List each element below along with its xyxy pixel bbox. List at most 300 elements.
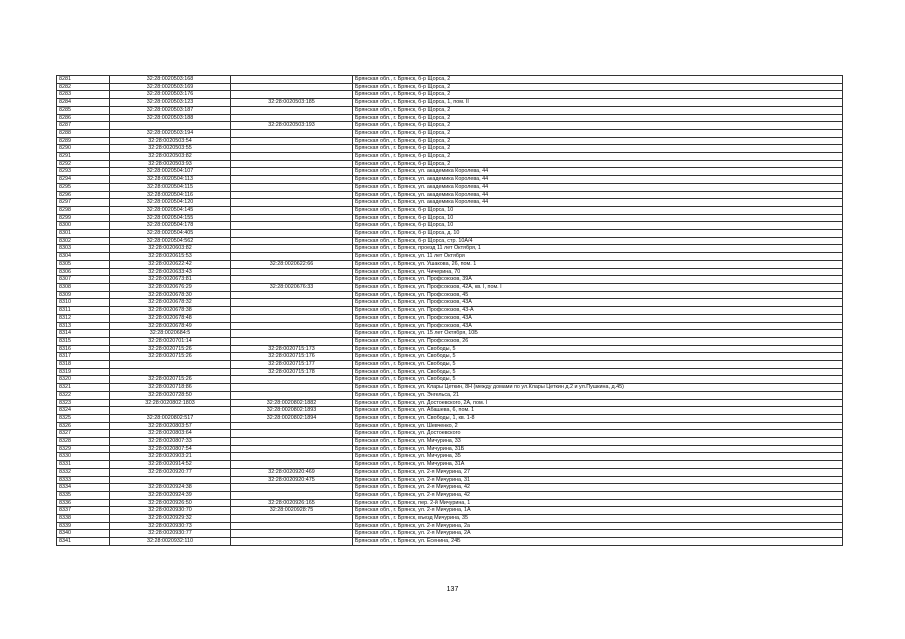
table-row [57,83,843,91]
related-cadastral-number-cell [231,160,353,168]
address-cell: Брянская обл., г. Брянск, ул. Мичурина, 31Б [353,445,843,453]
address-cell: Брянская обл., г. Брянск, ул. 2-я Мичурина, 31 [353,476,843,484]
table-row [57,91,843,99]
cadastral-number-cell: 32:28:0020615:53 [110,253,231,261]
table-row [57,376,843,384]
row-number-cell: 8324 [57,407,110,415]
cadastral-number-cell: 32:28:0020504:405 [110,230,231,238]
cadastral-number-cell: 32:28:0020924:38 [110,484,231,492]
related-cadastral-number-cell: 32:28:0020802:1893 [231,407,353,415]
table-row [57,445,843,453]
related-cadastral-number-cell [231,76,353,84]
address-cell: Брянская обл., г. Брянск, ул. Профсоюзов, 42А, кв. I, пом. I [353,283,843,291]
address-cell: Брянская обл., г. Брянск, ул. 2-я Мичурина, 42 [353,491,843,499]
address-cell: Брянская обл., г. Брянск, б-р Щорса, 2 [353,106,843,114]
cadastral-number-cell: 32:28:0020920:77 [110,468,231,476]
table-row [57,307,843,315]
row-number-cell: 8310 [57,299,110,307]
address-cell: Брянская обл., г. Брянск, ул. академика Королева, 44 [353,191,843,199]
related-cadastral-number-cell [231,538,353,546]
row-number-cell: 8300 [57,222,110,230]
table-row [57,337,843,345]
address-cell: Брянская обл., г. Брянск, ул. академика Королева, 44 [353,176,843,184]
related-cadastral-number-cell [231,314,353,322]
table-row [57,476,843,484]
cadastral-number-cell: 32:28:0020930:70 [110,507,231,515]
related-cadastral-number-cell: 32:28:0020622:66 [231,260,353,268]
cadastral-number-cell: 32:28:0020728:50 [110,391,231,399]
row-number-cell: 8317 [57,353,110,361]
related-cadastral-number-cell [231,230,353,238]
row-number-cell: 8306 [57,268,110,276]
row-number-cell: 8339 [57,522,110,530]
cadastral-number-cell: 32:28:0020504:115 [110,183,231,191]
table-row [57,491,843,499]
related-cadastral-number-cell [231,337,353,345]
row-number-cell: 8322 [57,391,110,399]
cadastral-number-cell: 32:28:0020503:188 [110,114,231,122]
cadastral-number-cell: 32:28:0020803:64 [110,430,231,438]
cadastral-number-cell: 32:28:0020504:113 [110,176,231,184]
cadastral-number-cell: 32:28:0020503:55 [110,145,231,153]
table-row [57,391,843,399]
cadastral-number-cell: 32:28:0020504:145 [110,206,231,214]
row-number-cell: 8319 [57,368,110,376]
table-row [57,291,843,299]
cadastral-number-cell: 32:28:0020802:517 [110,414,231,422]
table-row [57,145,843,153]
table-row [57,237,843,245]
cadastral-number-cell: 32:28:0020684:5 [110,330,231,338]
related-cadastral-number-cell [231,129,353,137]
row-number-cell: 8314 [57,330,110,338]
cadastral-number-cell: 32:28:0020914:52 [110,461,231,469]
address-cell: Брянская обл., г. Брянск, пер. 2-й Мичурина, 1 [353,499,843,507]
related-cadastral-number-cell [231,491,353,499]
row-number-cell: 8289 [57,137,110,145]
row-number-cell: 8316 [57,345,110,353]
cadastral-number-cell: 32:28:0020503:194 [110,129,231,137]
related-cadastral-number-cell [231,422,353,430]
address-cell: Брянская обл., г. Брянск, ул. Свободы, 5 [353,376,843,384]
cadastral-number-cell: 32:28:0020678:48 [110,314,231,322]
row-number-cell: 8295 [57,183,110,191]
cadastral-number-cell [110,361,231,369]
related-cadastral-number-cell [231,83,353,91]
table-row [57,122,843,130]
address-cell: Брянская обл., г. Брянск, ул. 2-я Мичурина, 1А [353,507,843,515]
cadastral-number-cell [110,476,231,484]
address-cell: Брянская обл., г. Брянск, б-р Щорса, 2 [353,153,843,161]
table-row [57,99,843,107]
table-row [57,137,843,145]
cadastral-number-cell [110,122,231,130]
related-cadastral-number-cell [231,137,353,145]
table-row [57,515,843,523]
table-row [57,199,843,207]
related-cadastral-number-cell [231,515,353,523]
address-cell: Брянская обл., г. Брянск, ул. 2-я Мичурина, 27 [353,468,843,476]
address-cell: Брянская обл., г. Брянск, ул. Свободы, 5 [353,353,843,361]
cadastral-number-cell: 32:28:0020676:29 [110,283,231,291]
table-row [57,268,843,276]
related-cadastral-number-cell: 32:28:0020503:185 [231,99,353,107]
related-cadastral-number-cell [231,276,353,284]
related-cadastral-number-cell [231,168,353,176]
table-row [57,160,843,168]
related-cadastral-number-cell [231,445,353,453]
cadastral-number-cell: 32:28:0020930:73 [110,522,231,530]
table-row [57,368,843,376]
related-cadastral-number-cell [231,322,353,330]
cadastral-number-cell: 32:28:0020504:107 [110,168,231,176]
table-row [57,299,843,307]
related-cadastral-number-cell [231,307,353,315]
table-row [57,430,843,438]
row-number-cell: 8341 [57,538,110,546]
address-cell: Брянская обл., г. Брянск, б-р Щорса, 2 [353,91,843,99]
related-cadastral-number-cell [231,237,353,245]
registry-table-body [57,76,843,546]
cadastral-number-cell: 32:28:0020718:86 [110,384,231,392]
related-cadastral-number-cell: 32:28:0020920:469 [231,468,353,476]
row-number-cell: 8305 [57,260,110,268]
cadastral-number-cell: 32:28:0020503:187 [110,106,231,114]
address-cell: Брянская обл., г. Брянск, ул. Достоевского [353,430,843,438]
cadastral-number-cell: 32:28:0020504:155 [110,214,231,222]
related-cadastral-number-cell [231,206,353,214]
table-row [57,191,843,199]
cadastral-number-cell: 32:28:0020633:43 [110,268,231,276]
related-cadastral-number-cell [231,384,353,392]
cadastral-number-cell: 32:28:0020503:93 [110,160,231,168]
cadastral-number-cell: 32:28:0020678:32 [110,299,231,307]
table-row [57,461,843,469]
cadastral-number-cell: 32:28:0020802:1803 [110,399,231,407]
table-row [57,230,843,238]
row-number-cell: 8331 [57,461,110,469]
table-row [57,361,843,369]
table-row [57,206,843,214]
table-row [57,499,843,507]
table-row [57,276,843,284]
address-cell: Брянская обл., г. Брянск, ул. 11 лет Октября [353,253,843,261]
row-number-cell: 8340 [57,530,110,538]
address-cell: Брянская обл., г. Брянск, ул. Свободы, 5 [353,368,843,376]
table-row [57,253,843,261]
table-row [57,345,843,353]
table-row [57,399,843,407]
related-cadastral-number-cell [231,191,353,199]
cadastral-number-cell: 32:28:0020678:49 [110,322,231,330]
table-row [57,522,843,530]
address-cell: Брянская обл., г. Брянск, ул. Свободы, 5 [353,345,843,353]
cadastral-number-cell: 32:28:0020503:123 [110,99,231,107]
related-cadastral-number-cell [231,330,353,338]
row-number-cell: 8309 [57,291,110,299]
row-number-cell: 8318 [57,361,110,369]
related-cadastral-number-cell [231,153,353,161]
cadastral-number-cell: 32:28:0020803:57 [110,422,231,430]
address-cell: Брянская обл., г. Брянск, ул. Мичурина, 31А [353,461,843,469]
cadastral-number-cell: 32:28:0020715:26 [110,353,231,361]
cadastral-number-cell: 32:28:0020701:14 [110,337,231,345]
address-cell: Брянская обл., г. Брянск, ул. Профсоюзов, 43А [353,322,843,330]
related-cadastral-number-cell [231,106,353,114]
table-row [57,468,843,476]
row-number-cell: 8297 [57,199,110,207]
cadastral-number-cell: 32:28:0020504:116 [110,191,231,199]
address-cell: Брянская обл., г. Брянск, б-р Щорса, 10 [353,206,843,214]
row-number-cell: 8327 [57,430,110,438]
cadastral-number-cell: 32:28:0020903:21 [110,453,231,461]
cadastral-number-cell: 32:28:0020503:176 [110,91,231,99]
related-cadastral-number-cell [231,222,353,230]
table-row [57,530,843,538]
cadastral-number-cell: 32:28:0020929:32 [110,515,231,523]
address-cell: Брянская обл., г. Брянск, б-р Щорса, 2 [353,83,843,91]
address-cell: Брянская обл., г. Брянск, ул. Мичурина, 33 [353,438,843,446]
row-number-cell: 8336 [57,499,110,507]
related-cadastral-number-cell: 32:28:0020920:475 [231,476,353,484]
cadastral-number-cell: 32:28:0020622:42 [110,260,231,268]
cadastral-number-cell: 32:28:0020807:33 [110,438,231,446]
row-number-cell: 8328 [57,438,110,446]
cadastral-number-cell: 32:28:0020503:168 [110,76,231,84]
table-row [57,407,843,415]
address-cell: Брянская обл., г. Брянск, б-р Щорса, 2 [353,160,843,168]
related-cadastral-number-cell: 32:28:0020802:1882 [231,399,353,407]
table-row [57,422,843,430]
related-cadastral-number-cell [231,253,353,261]
row-number-cell: 8321 [57,384,110,392]
row-number-cell: 8285 [57,106,110,114]
table-row [57,353,843,361]
address-cell: Брянская обл., г. Брянск, ул. Профсоюзов, 45 [353,291,843,299]
related-cadastral-number-cell: 32:28:0020926:165 [231,499,353,507]
address-cell: Брянская обл., г. Брянск, ул. Профсоюзов, 43А [353,299,843,307]
row-number-cell: 8311 [57,307,110,315]
table-row [57,76,843,84]
address-cell: Брянская обл., г. Брянск, б-р Щорса, 10 [353,214,843,222]
row-number-cell: 8299 [57,214,110,222]
cadastral-number-cell: 32:28:0020503:54 [110,137,231,145]
address-cell: Брянская обл., г. Брянск, ул. академика Королева, 44 [353,199,843,207]
row-number-cell: 8293 [57,168,110,176]
related-cadastral-number-cell [231,91,353,99]
cadastral-number-cell: 32:28:0020807:54 [110,445,231,453]
address-cell: Брянская обл., г. Брянск, ул. академика Королева, 44 [353,168,843,176]
related-cadastral-number-cell [231,199,353,207]
table-row [57,114,843,122]
row-number-cell: 8335 [57,491,110,499]
address-cell: Брянская обл., г. Брянск, ул. Энгельса, 21 [353,391,843,399]
table-row [57,106,843,114]
page-number: 137 [446,586,459,593]
cadastral-number-cell: 32:28:0020504:562 [110,237,231,245]
table-row [57,222,843,230]
related-cadastral-number-cell [231,183,353,191]
related-cadastral-number-cell [231,391,353,399]
cadastral-number-cell: 32:28:0020924:39 [110,491,231,499]
row-number-cell: 8308 [57,283,110,291]
related-cadastral-number-cell [231,299,353,307]
address-cell: Брянская обл., г. Брянск, б-р Щорса, 10 [353,222,843,230]
row-number-cell: 8337 [57,507,110,515]
related-cadastral-number-cell [231,114,353,122]
address-cell: Брянская обл., г. Брянск, ул. 2-я Мичурина, 2а [353,522,843,530]
row-number-cell: 8290 [57,145,110,153]
cadastral-number-cell: 32:28:0020715:26 [110,345,231,353]
table-row [57,484,843,492]
cadastral-number-cell: 32:28:0020678:38 [110,307,231,315]
row-number-cell: 8298 [57,206,110,214]
table-row [57,245,843,253]
row-number-cell: 8323 [57,399,110,407]
table-row [57,414,843,422]
cadastral-number-cell: 32:28:0020932:110 [110,538,231,546]
cadastral-number-cell: 32:28:0020678:30 [110,291,231,299]
cadastral-number-cell [110,407,231,415]
cadastral-number-cell: 32:28:0020930:77 [110,530,231,538]
address-cell: Брянская обл., г. Брянск, б-р Щорса, д. 10 [353,230,843,238]
address-cell: Брянская обл., г. Брянск, б-р Щорса, 2 [353,129,843,137]
row-number-cell: 8334 [57,484,110,492]
related-cadastral-number-cell [231,430,353,438]
related-cadastral-number-cell [231,522,353,530]
table-row [57,330,843,338]
row-number-cell: 8315 [57,337,110,345]
related-cadastral-number-cell [231,453,353,461]
address-cell: Брянская обл., г. Брянск, б-р Щорса, 2 [353,76,843,84]
address-cell: Брянская обл., г. Брянск, ул. Клары Цеткин, 8Н (между домами по ул.Клары Цеткин д.2 и ул.Пушкина, д.45) [353,384,843,392]
related-cadastral-number-cell: 32:28:0020715:176 [231,353,353,361]
row-number-cell: 8292 [57,160,110,168]
address-cell: Брянская обл., г. Брянск, ул. академика Королева, 44 [353,183,843,191]
address-cell: Брянская обл., г. Брянск, ул. 2-я Мичурина, 2А [353,530,843,538]
row-number-cell: 8313 [57,322,110,330]
address-cell: Брянская обл., г. Брянск, б-р Щорса, 2 [353,114,843,122]
related-cadastral-number-cell: 32:28:0020503:193 [231,122,353,130]
cadastral-number-cell: 32:28:0020603:82 [110,245,231,253]
address-cell: Брянская обл., г. Брянск, ул. Профсоюзов, 43-А [353,307,843,315]
address-cell: Брянская обл., г. Брянск, ул. Чичерина, 70 [353,268,843,276]
related-cadastral-number-cell: 32:28:0020715:177 [231,361,353,369]
table-row [57,438,843,446]
related-cadastral-number-cell [231,291,353,299]
related-cadastral-number-cell [231,461,353,469]
cadastral-number-cell: 32:28:0020503:82 [110,153,231,161]
address-cell: Брянская обл., г. Брянск, ул. 15 лет Октября, 10Б [353,330,843,338]
address-cell: Брянская обл., г. Брянск, ул. Профсоюзов, 39А [353,276,843,284]
table-row [57,183,843,191]
address-cell: Брянская обл., г. Брянск, б-р Щорса, 2 [353,145,843,153]
row-number-cell: 8304 [57,253,110,261]
address-cell: Брянская обл., г. Брянск, ул. Профсоюзов, 26 [353,337,843,345]
table-row [57,176,843,184]
row-number-cell: 8325 [57,414,110,422]
cadastral-number-cell [110,368,231,376]
related-cadastral-number-cell: 32:28:0020928:75 [231,507,353,515]
cadastral-number-cell: 32:28:0020926:50 [110,499,231,507]
related-cadastral-number-cell [231,268,353,276]
related-cadastral-number-cell: 32:28:0020715:173 [231,345,353,353]
related-cadastral-number-cell: 32:28:0020715:178 [231,368,353,376]
address-cell: Брянская обл., г. Брянск, б-р Щорса, 2 [353,137,843,145]
row-number-cell: 8307 [57,276,110,284]
table-row [57,214,843,222]
table-row [57,507,843,515]
table-row [57,538,843,546]
address-cell: Брянская обл., г. Брянск, ул. Достоевского, 2А, пом. I [353,399,843,407]
row-number-cell: 8282 [57,83,110,91]
address-cell: Брянская обл., г. Брянск, б-р Щорса, стр. 10А/4 [353,237,843,245]
related-cadastral-number-cell [231,245,353,253]
row-number-cell: 8286 [57,114,110,122]
address-cell: Брянская обл., г. Брянск, ул. Ушакова, 26, пом. 1 [353,260,843,268]
address-cell: Брянская обл., г. Брянск, ул. Абашева, 6, пом. 1 [353,407,843,415]
cadastral-number-cell: 32:28:0020504:120 [110,199,231,207]
related-cadastral-number-cell [231,176,353,184]
cadastral-number-cell: 32:28:0020503:169 [110,83,231,91]
row-number-cell: 8302 [57,237,110,245]
row-number-cell: 8303 [57,245,110,253]
related-cadastral-number-cell: 32:28:0020802:1894 [231,414,353,422]
cadastral-number-cell: 32:28:0020504:178 [110,222,231,230]
address-cell: Брянская обл., г. Брянск, въезд Мичурина, 35 [353,515,843,523]
address-cell: Брянская обл., г. Брянск, ул. Профсоюзов, 43А [353,314,843,322]
row-number-cell: 8296 [57,191,110,199]
related-cadastral-number-cell: 32:28:0020676:33 [231,283,353,291]
row-number-cell: 8301 [57,230,110,238]
related-cadastral-number-cell [231,484,353,492]
address-cell: Брянская обл., г. Брянск, ул. Шевченко, 2 [353,422,843,430]
row-number-cell: 8281 [57,76,110,84]
row-number-cell: 8294 [57,176,110,184]
table-row [57,260,843,268]
table-row [57,384,843,392]
cadastral-number-cell: 32:28:0020673:81 [110,276,231,284]
row-number-cell: 8283 [57,91,110,99]
table-row [57,129,843,137]
row-number-cell: 8287 [57,122,110,130]
row-number-cell: 8326 [57,422,110,430]
address-cell: Брянская обл., г. Брянск, ул. Мичурина, 35 [353,453,843,461]
row-number-cell: 8333 [57,476,110,484]
row-number-cell: 8284 [57,99,110,107]
registry-table [56,75,843,546]
related-cadastral-number-cell [231,214,353,222]
row-number-cell: 8332 [57,468,110,476]
table-row [57,322,843,330]
cadastral-number-cell: 32:28:0020715:26 [110,376,231,384]
address-cell: Брянская обл., г. Брянск, ул. Есенина, 24Б [353,538,843,546]
address-cell: Брянская обл., г. Брянск, б-р Щорса, 1, пом. II [353,99,843,107]
table-row [57,314,843,322]
table-row [57,453,843,461]
row-number-cell: 8330 [57,453,110,461]
related-cadastral-number-cell [231,376,353,384]
address-cell: Брянская обл., г. Брянск, ул. 2-я Мичурина, 42 [353,484,843,492]
address-cell: Брянская обл., г. Брянск, ул. Свободы, 1, кв. 1-8 [353,414,843,422]
table-row [57,168,843,176]
table-row [57,153,843,161]
row-number-cell: 8320 [57,376,110,384]
related-cadastral-number-cell [231,145,353,153]
related-cadastral-number-cell [231,438,353,446]
row-number-cell: 8288 [57,129,110,137]
table-row [57,283,843,291]
